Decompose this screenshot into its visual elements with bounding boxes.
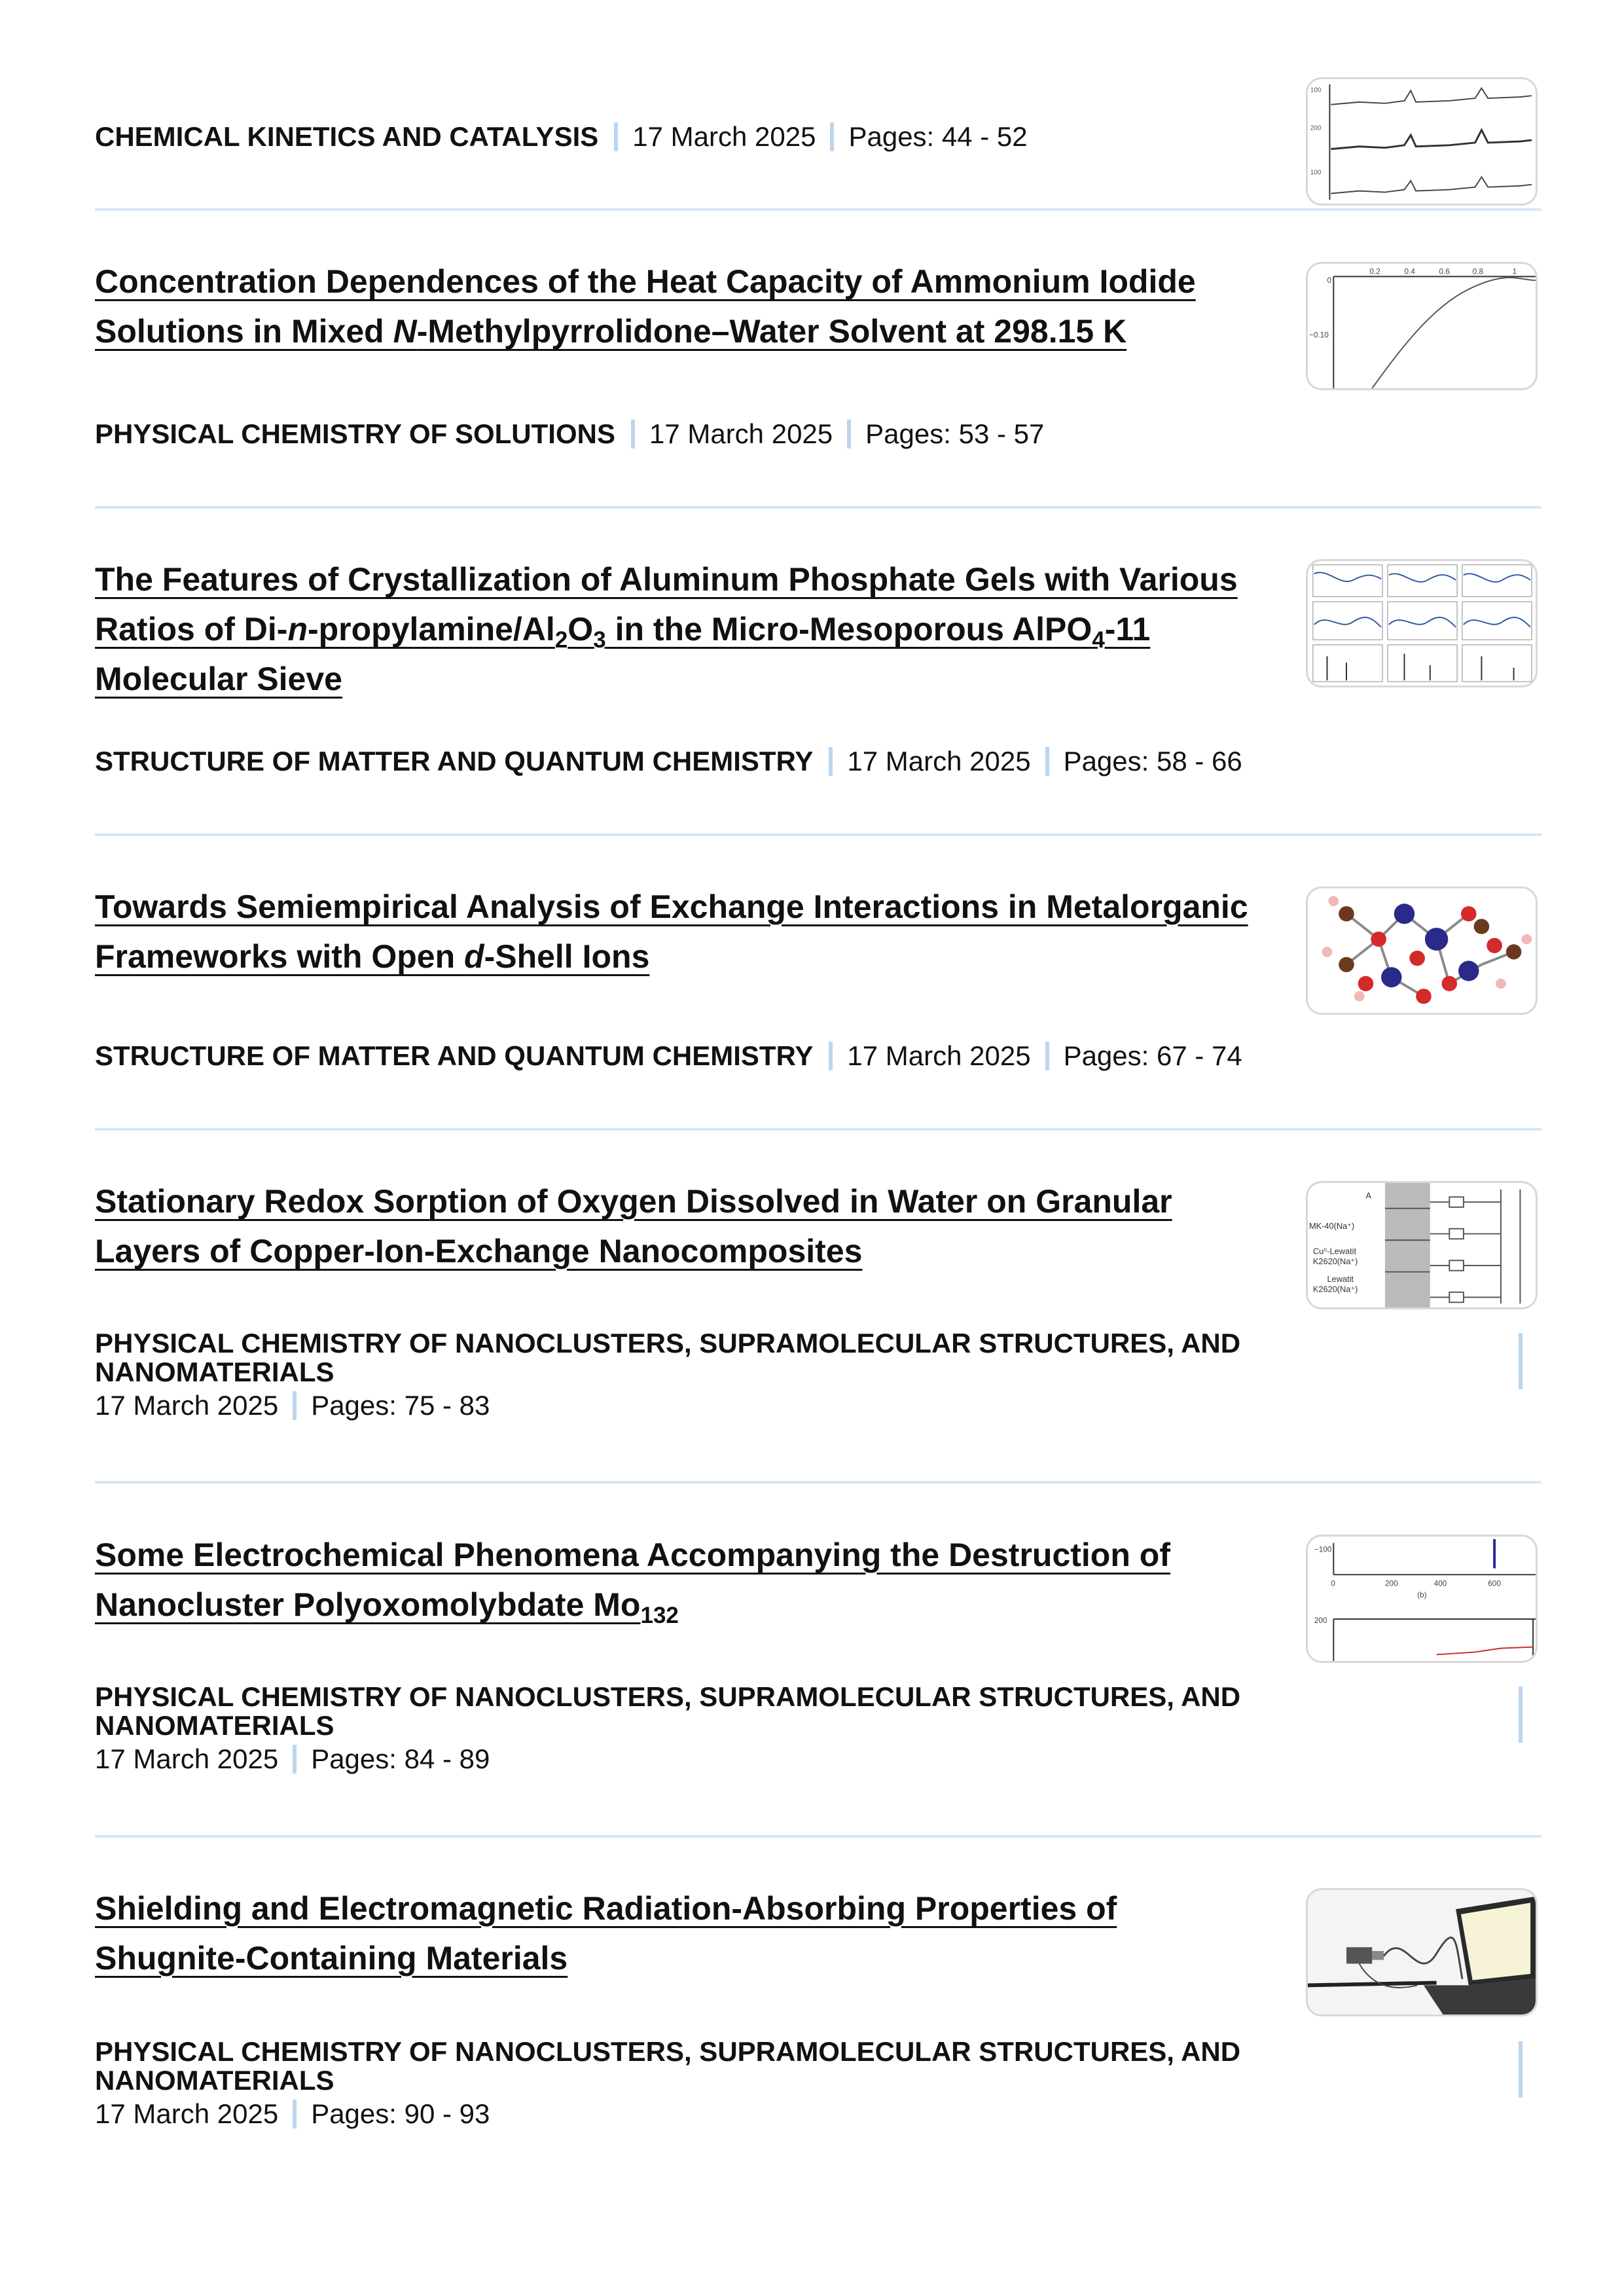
crystallization-charts-thumbnail[interactable]	[1306, 559, 1538, 687]
article-date: 17 March 2025	[95, 1390, 279, 1421]
molecular-structure-thumbnail[interactable]	[1306, 886, 1538, 1015]
electrochemical-plot-thumbnail[interactable]	[1306, 1535, 1538, 1663]
article-meta	[95, 419, 1312, 449]
article-title	[95, 555, 1260, 704]
article-title	[95, 1176, 1260, 1276]
article-meta	[95, 1683, 1312, 1774]
svg-text:−0.10: −0.10	[1308, 331, 1329, 340]
article-category[interactable]: STRUCTURE OF MATTER AND QUANTUM CHEMISTRY	[95, 1040, 814, 1071]
article-pages: Pages: 53 - 57	[865, 418, 1045, 449]
separator	[847, 420, 851, 448]
separator	[614, 122, 618, 151]
separator	[1519, 2041, 1523, 2098]
article-category[interactable]: PHYSICAL CHEMISTRY OF SOLUTIONS	[95, 418, 615, 449]
article-pages: Pages: 75 - 83	[311, 1390, 490, 1421]
article-date: 17 March 2025	[649, 418, 833, 449]
divider	[95, 833, 1541, 836]
svg-text:K2620(Na⁺): K2620(Na⁺)	[1312, 1257, 1358, 1267]
separator	[1519, 1333, 1523, 1389]
article-date: 17 March 2025	[847, 746, 1031, 776]
article-title	[95, 1530, 1260, 1630]
svg-text:200: 200	[1384, 1579, 1398, 1588]
svg-text:600: 600	[1488, 1579, 1501, 1588]
article-pages: Pages: 84 - 89	[311, 1743, 490, 1774]
sorption-column-diagram-thumbnail[interactable]	[1306, 1181, 1538, 1309]
separator	[1519, 1686, 1523, 1743]
divider	[95, 1128, 1541, 1131]
article-category[interactable]: STRUCTURE OF MATTER AND QUANTUM CHEMISTRY	[95, 746, 814, 776]
article-category[interactable]: CHEMICAL KINETICS AND CATALYSIS	[95, 121, 599, 152]
article-title	[95, 1884, 1260, 1983]
article-meta	[95, 2037, 1312, 2129]
article-title-link[interactable]: The Features of Crystallization of Aluminum Phosphate Gels with Various Ratios of $Di-n-propylamine/Al_2O_3$ in the Micro-Mesoporous AlPO$_4$-11 Molecular Sieve	[95, 561, 1238, 697]
article-date: 17 March 2025	[95, 2098, 279, 2129]
article-date: 17 March 2025	[95, 1743, 279, 1774]
article-category[interactable]: PHYSICAL CHEMISTRY OF NANOCLUSTERS, SUPRAMOLECULAR STRUCTURES, AND NANOMATERIALS	[95, 1681, 1241, 1741]
article-title	[95, 882, 1260, 981]
article-category[interactable]: PHYSICAL CHEMISTRY OF NANOCLUSTERS, SUPRAMOLECULAR STRUCTURES, AND NANOMATERIALS	[95, 1328, 1241, 1387]
separator	[1045, 747, 1049, 776]
article-pages: Pages: 44 - 52	[848, 121, 1028, 152]
article-meta	[95, 1329, 1312, 1421]
article-date: 17 March 2025	[847, 1040, 1031, 1071]
svg-text:0.2: 0.2	[1369, 267, 1380, 276]
svg-text:MK-40(Na⁺): MK-40(Na⁺)	[1308, 1221, 1355, 1231]
laptop-measurement-setup-thumbnail[interactable]	[1306, 1888, 1538, 2016]
separator	[830, 122, 834, 151]
svg-text:400: 400	[1433, 1579, 1447, 1588]
svg-text:Cu⁰-Lewatit: Cu⁰-Lewatit	[1312, 1247, 1357, 1256]
article-title-link[interactable]: Concentration Dependences of the Heat Capacity of Ammonium Iodide Solutions in Mixed N-Methylpyrrolidone–Water Solvent at 298.15 K	[95, 263, 1196, 350]
article-title-link[interactable]: Some Electrochemical Phenomena Accompanying the Destruction of Nanocluster Polyoxomolybdate $Mo_{132}$	[95, 1537, 1170, 1628]
svg-text:100: 100	[1310, 169, 1322, 177]
svg-text:0: 0	[1331, 1579, 1335, 1588]
divider	[95, 1481, 1541, 1484]
article-title-link[interactable]: Towards Semiempirical Analysis of Exchange Interactions in Metalorganic Frameworks with Open d-Shell Ions	[95, 888, 1248, 975]
svg-text:200: 200	[1310, 124, 1322, 132]
svg-text:(b): (b)	[1417, 1591, 1427, 1600]
separator	[293, 2100, 297, 2128]
svg-text:0: 0	[1327, 276, 1332, 285]
separator	[293, 1391, 297, 1420]
svg-text:1: 1	[1512, 267, 1517, 276]
separator	[829, 747, 833, 776]
svg-text:Lewatit: Lewatit	[1327, 1275, 1354, 1285]
article-date: 17 March 2025	[632, 121, 816, 152]
svg-text:0.4: 0.4	[1404, 267, 1415, 276]
article-meta	[95, 122, 1312, 152]
svg-text:−100: −100	[1314, 1545, 1332, 1554]
separator	[829, 1042, 833, 1070]
article-title	[95, 257, 1260, 356]
article-pages: Pages: 90 - 93	[311, 2098, 490, 2129]
svg-text:0.6: 0.6	[1439, 267, 1450, 276]
heat-capacity-curve-thumbnail[interactable]	[1306, 262, 1538, 390]
article-title-link[interactable]: Stationary Redox Sorption of Oxygen Dissolved in Water on Granular Layers of Copper-Ion-Exchange Nanocomposites	[95, 1183, 1172, 1269]
svg-text:A: A	[1365, 1191, 1372, 1201]
divider	[95, 1835, 1541, 1838]
svg-text:K2620(Na⁺): K2620(Na⁺)	[1312, 1285, 1358, 1294]
xrd-spectra-thumbnail[interactable]	[1306, 77, 1538, 206]
article-meta	[95, 746, 1312, 776]
article-pages: Pages: 67 - 74	[1063, 1040, 1242, 1071]
svg-text:200: 200	[1314, 1616, 1327, 1625]
article-title-link[interactable]: Shielding and Electromagnetic Radiation-Absorbing Properties of Shugnite-Containing Materials	[95, 1890, 1117, 1977]
article-pages: Pages: 58 - 66	[1063, 746, 1242, 776]
divider	[95, 208, 1541, 211]
svg-text:100: 100	[1310, 86, 1322, 94]
article-meta	[95, 1041, 1312, 1071]
separator	[293, 1745, 297, 1774]
svg-text:0.8: 0.8	[1472, 267, 1484, 276]
separator	[631, 420, 635, 448]
separator	[1045, 1042, 1049, 1070]
article-category[interactable]: PHYSICAL CHEMISTRY OF NANOCLUSTERS, SUPRAMOLECULAR STRUCTURES, AND NANOMATERIALS	[95, 2036, 1241, 2096]
divider	[95, 506, 1541, 509]
